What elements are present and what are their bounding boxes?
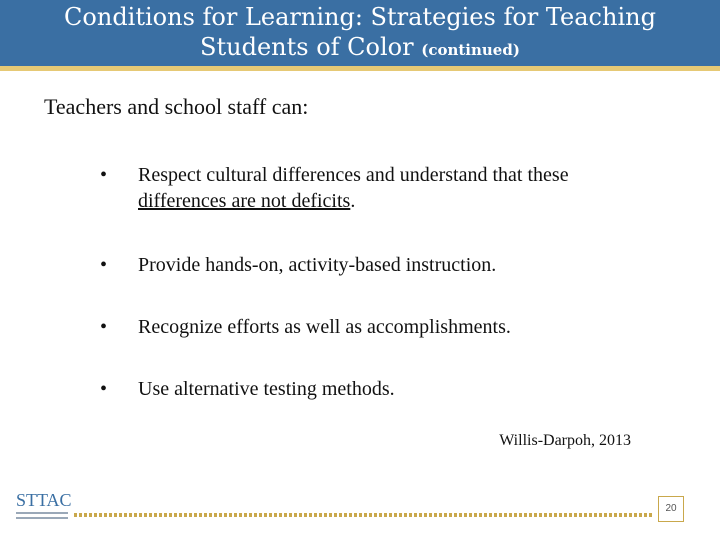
title-line-1: Conditions for Learning: Strategies for Teaching [64, 3, 656, 31]
sttac-logo: STTAC [16, 490, 72, 510]
bullet-marker: • [100, 164, 108, 186]
title-line-2-text: Students of Color [200, 33, 414, 61]
title-continued: (continued) [421, 41, 520, 59]
bullet-marker: • [100, 316, 108, 338]
bullet-marker: • [100, 254, 108, 276]
bullet-text-2: Provide hands-on, activity-based instruction. [138, 254, 497, 276]
logo-subtext-line [16, 517, 68, 519]
intro-text: Teachers and school staff can: [44, 94, 309, 119]
page-number: 20 [658, 496, 684, 522]
citation: Willis-Darpoh, 2013 [499, 432, 631, 449]
bullet-marker: • [100, 378, 108, 400]
bullet-text-1 [138, 162, 658, 214]
bullet-text-1-part2: . [350, 190, 356, 212]
bullet-text-1-underlined: differences are not deficits [138, 190, 351, 212]
logo-subtext-line [16, 512, 68, 514]
slide-title [0, 0, 720, 68]
footer-dotted-line [74, 513, 652, 517]
bullet-text-3: Recognize efforts as well as accomplishments. [138, 316, 511, 338]
title-line-2 [0, 32, 720, 65]
bullet-text-4: Use alternative testing methods. [138, 378, 395, 400]
bullet-text-1-part1: Respect cultural differences and understand that these [138, 164, 569, 186]
